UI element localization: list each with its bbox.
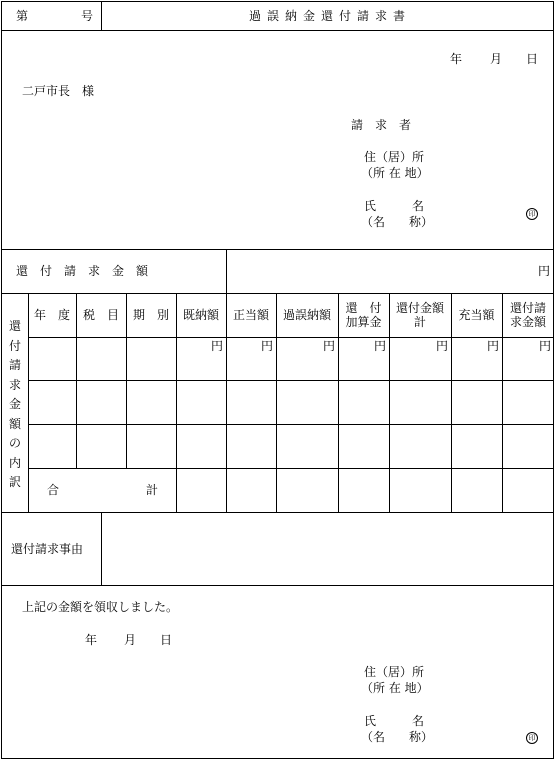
column-header [226, 308, 276, 322]
column-header-line: 加算金 [345, 315, 382, 329]
column-header-line: 還付金額 [395, 301, 444, 315]
receipt-address-label: 住（居）所 [364, 665, 425, 679]
side-label-char: 付 [8, 338, 21, 353]
receipt-date-year: 年 [85, 633, 98, 647]
date-day: 日 [526, 52, 539, 66]
receipt-date-month: 月 [124, 633, 137, 647]
name-label: 氏 名 [364, 199, 425, 213]
column-header-line: 還 付 [345, 301, 382, 315]
breakdown-bottom-line [1, 512, 554, 513]
requester-label: 請 求 者 [351, 118, 412, 132]
col-divider-3 [176, 293, 177, 512]
side-label-char: 内 [8, 455, 21, 470]
total-label-right: 計 [146, 483, 159, 497]
side-label-char: の [8, 436, 21, 450]
data-row2-bottom-line [28, 424, 554, 425]
yen-unit: 円 [261, 339, 274, 353]
seal-mark: 印 [526, 208, 538, 220]
side-label-char: 求 [8, 377, 21, 392]
column-header [76, 308, 126, 322]
header-divider [101, 1, 102, 30]
refund-amount-label: 還 付 請 求 金 額 [16, 264, 149, 278]
top-section-bottom-line [1, 249, 554, 250]
number-label-right: 号 [81, 9, 94, 23]
side-label-char: 還 [8, 319, 21, 333]
date-month: 月 [490, 52, 503, 66]
receipt-seal-mark: 印 [526, 732, 538, 744]
form-title: 過誤納金還付請求書 [249, 9, 412, 23]
data-row1-bottom-line [28, 380, 554, 381]
breakdown-side-divider [28, 293, 29, 512]
amount-row-bottom-line [1, 293, 554, 294]
yen-unit: 円 [539, 339, 552, 353]
address-sub-label: （所 在 地） [361, 166, 429, 180]
column-header [338, 301, 389, 329]
receipt-name-label: 氏 名 [364, 714, 425, 728]
yen-unit: 円 [487, 339, 500, 353]
side-label-char: 額 [8, 416, 21, 431]
column-header-line: 求金額 [509, 315, 546, 329]
column-header [176, 308, 226, 322]
column-header [389, 301, 451, 329]
receipt-name-sub-label: （名 称） [361, 730, 434, 744]
side-label-char: 請 [8, 358, 21, 372]
column-header-line: 年 度 [33, 308, 70, 322]
col-divider-8 [451, 293, 452, 512]
column-header [276, 308, 338, 322]
col-header-bottom-line [28, 337, 554, 338]
yen-unit: 円 [436, 339, 449, 353]
column-header-line: 充当額 [458, 308, 495, 322]
col-divider-5 [276, 293, 277, 512]
yen-unit: 円 [323, 339, 336, 353]
receipt-address-sub-label: （所 在 地） [361, 681, 429, 695]
column-header-line: 期 別 [132, 308, 169, 322]
column-header-line: 税 目 [82, 308, 119, 322]
addressee: 二戸市長 様 [22, 84, 95, 98]
receipt-text: 上記の金額を領収しました。 [22, 600, 179, 614]
reason-divider [101, 512, 102, 585]
column-header-line: 還付請 [509, 301, 546, 315]
header-bottom-line [1, 30, 554, 31]
side-label-char: 金 [8, 397, 21, 411]
column-header [28, 308, 76, 322]
column-header-line: 正当額 [232, 308, 269, 322]
amount-divider [226, 249, 227, 293]
total-label-left: 合 [47, 483, 60, 497]
column-header-line: 既納額 [182, 308, 219, 322]
yen-unit: 円 [211, 339, 224, 353]
receipt-date-day: 日 [160, 633, 173, 647]
refund-amount-unit: 円 [538, 264, 551, 278]
side-label-char: 訳 [8, 475, 21, 489]
data-row3-bottom-line [28, 468, 554, 469]
date-year: 年 [450, 52, 463, 66]
name-sub-label: （名 称） [361, 215, 434, 229]
address-label: 住（居）所 [364, 150, 425, 164]
yen-unit: 円 [374, 339, 387, 353]
column-header [126, 308, 176, 322]
column-header [451, 308, 502, 322]
breakdown-side-label [8, 317, 22, 493]
reason-bottom-line [1, 585, 554, 586]
col-divider-4 [226, 293, 227, 512]
column-header-line: 計 [413, 315, 426, 329]
number-label-left: 第 [16, 9, 29, 23]
column-header [502, 301, 554, 329]
refund-reason-label: 還付請求事由 [11, 542, 84, 556]
column-header-line: 過誤納額 [282, 308, 331, 322]
